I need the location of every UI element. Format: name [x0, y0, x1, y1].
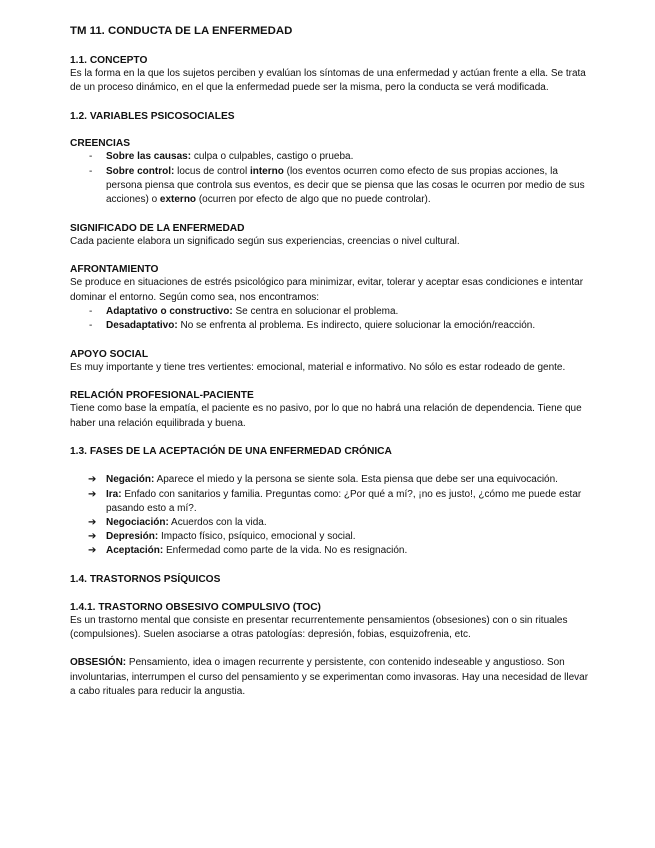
obsesion-term: OBSESIÓN: — [70, 657, 127, 669]
fases-list — [70, 473, 590, 558]
item-text: Enfermedad como parte de la vida. No es resignación. — [163, 545, 408, 557]
item-text: Aparece el miedo y la persona se siente sola. Esta piensa que debe ser una equivocación. — [154, 474, 558, 486]
dash-marker: - — [89, 305, 93, 317]
item-text: Se centra en solucionar el problema. — [232, 305, 399, 317]
list-item — [70, 319, 590, 333]
item-term: Desadaptativo: — [106, 320, 178, 332]
apoyo-text: Es muy importante y tiene tres vertientes: emocional, material e informativo. No sólo es estar rodeado de gente. — [70, 361, 566, 373]
item-term: Ira: — [106, 488, 122, 500]
document-page — [70, 24, 590, 699]
item-term: Negociación: — [106, 516, 169, 528]
creencias-heading: CREENCIAS — [70, 138, 131, 150]
dash-marker: - — [89, 320, 93, 332]
list-item — [70, 544, 590, 558]
item-text: Acuerdos con la vida. — [168, 516, 267, 528]
list-item — [70, 305, 590, 319]
list-item — [70, 516, 590, 530]
item-text: Enfado con sanitarios y familia. Preguntas como: ¿Por qué a mí?, ¡no es justo!, ¿cómo me puede estar pasando esto a mí?. — [106, 488, 582, 514]
relacion-text: Tiene como base la empatía, el paciente es no pasivo, por lo que no habrá una relación de dependencia. Tiene que haber una relación equilibrada y buena. — [70, 403, 582, 429]
dash-marker: - — [89, 151, 93, 163]
item-term-externo: externo — [159, 194, 197, 206]
section-variables-heading: 1.2. VARIABLES PSICOSOCIALES — [70, 110, 235, 122]
item-text: No se enfrenta al problema. Es indirecto, quiere solucionar la emoción/reacción. — [177, 320, 536, 332]
item-text: (ocurren por efecto de algo que no puede controlar). — [196, 194, 431, 206]
item-term: Negación: — [106, 474, 155, 486]
section-fases-heading: 1.3. FASES DE LA ACEPTACIÓN DE UNA ENFERMEDAD CRÓNICA — [70, 446, 392, 458]
obsesion-text: Pensamiento, idea o imagen recurrente y persistente, con contenido indeseable y angustioso. Son involuntarias, interrumpen el curso del pensamiento y se experimentan como invasoras. Hay una necesidad de llevar a cabo rituales para reducir la angustia. — [70, 657, 589, 697]
significado-heading: SIGNIFICADO DE LA ENFERMEDAD — [70, 222, 245, 234]
list-item — [70, 530, 590, 544]
item-text: locus de control — [174, 165, 250, 177]
item-text: Impacto físico, psíquico, emocional y social. — [158, 531, 356, 543]
item-term: Adaptativo o constructivo: — [106, 305, 233, 317]
list-item — [70, 473, 590, 487]
toc-text: Es un trastorno mental que consiste en presentar recurrentemente pensamientos (obsesiones) con o sin rituales (compulsiones). Suelen asociarse a otras patologías: depresión, fobias, esquizofrenia, etc. — [70, 614, 568, 640]
afrontamiento-list — [70, 305, 590, 333]
item-term: Sobre las causas: — [106, 151, 192, 163]
apoyo-heading: APOYO SOCIAL — [70, 348, 149, 360]
dash-marker: - — [89, 165, 93, 177]
item-term: Sobre control: — [106, 165, 175, 177]
relacion-heading: RELACIÓN PROFESIONAL-PACIENTE — [70, 390, 254, 402]
document-title: TM 11. CONDUCTA DE LA ENFERMEDAD — [70, 25, 293, 37]
list-item — [70, 488, 590, 516]
obsesion-paragraph — [70, 656, 590, 699]
item-term-interno: interno — [249, 165, 284, 177]
item-term: Depresión: — [106, 531, 159, 543]
item-text: (los eventos ocurren como efecto de sus propias acciones, la persona piensa que controla sus eventos, es decir que se piensa que las cosas le ocurren por medio de sus acciones) o — [106, 165, 585, 206]
arrow-bullet-icon: ➔ — [88, 545, 97, 557]
significado-text: Cada paciente elabora un significado según sus experiencias, creencias o nivel cultural. — [70, 235, 460, 247]
section-trastornos-heading: 1.4. TRASTORNOS PSÍQUICOS — [70, 574, 221, 586]
section-concepto-text: Es la forma en la que los sujetos perciben y evalúan los síntomas de una enfermedad y actúan frente a ella. Se trata de un proceso dinámico, en el que la enfermedad puede ser la misma, pero la conducta se verá modificada. — [70, 68, 586, 94]
section-concepto-heading: 1.1. CONCEPTO — [70, 55, 148, 66]
arrow-bullet-icon: ➔ — [88, 488, 97, 500]
afrontamiento-text: Se produce en situaciones de estrés psicológico para minimizar, evitar, tolerar y aceptar esas condiciones e intentar dominar el entorno. Según como sea, nos encontramos: — [70, 277, 584, 303]
afrontamiento-heading: AFRONTAMIENTO — [70, 264, 159, 276]
arrow-bullet-icon: ➔ — [88, 516, 97, 528]
list-item — [70, 150, 590, 164]
item-term: Aceptación: — [106, 545, 164, 557]
arrow-bullet-icon: ➔ — [88, 531, 97, 543]
creencias-list — [70, 150, 590, 207]
list-item — [70, 165, 590, 208]
item-text: culpa o culpables, castigo o prueba. — [191, 151, 354, 163]
arrow-bullet-icon: ➔ — [88, 474, 97, 486]
toc-heading: 1.4.1. TRASTORNO OBSESIVO COMPULSIVO (TOC) — [70, 601, 321, 613]
